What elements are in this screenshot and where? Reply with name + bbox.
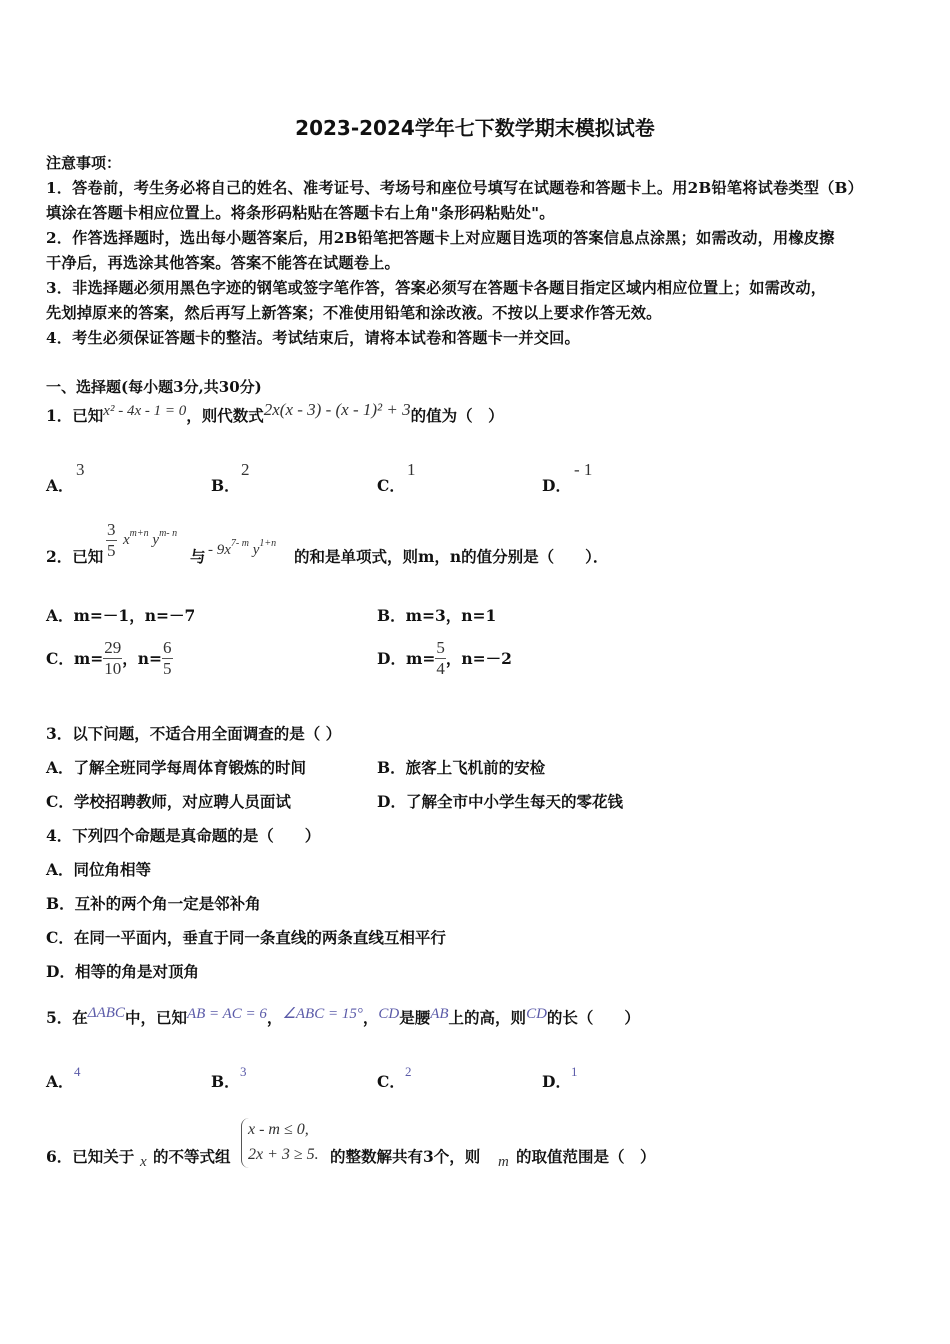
q1-expression: 2x(x - 3) - (x - 1)² + 3: [263, 400, 411, 419]
q6-inequality-1: x - m ≤ 0,: [248, 1121, 309, 1138]
q2-term2: - $9x^{7- m}$ $y^{1+n}$: [208, 538, 277, 558]
q2-option-d: D．m= $\frac{5}{4}$ ，n=－2: [377, 638, 512, 678]
q1-option-c-value: 1: [407, 460, 416, 479]
q4-option-a: A．同位角相等: [46, 860, 152, 879]
q5-option-c-label: C．: [377, 1072, 405, 1091]
question-1: [46, 400, 504, 426]
q5-equation-1: AB = AC = 6: [186, 1006, 267, 1022]
q6-inequality-system: [241, 1118, 319, 1168]
notice-line: 先划掉原来的答案，然后再写上新答案；不准使用铅笔和涂改液。不按以上要求作答无效。: [46, 304, 662, 322]
q2-fraction: [106, 520, 117, 560]
q5-option-b-label: B．: [211, 1072, 240, 1091]
page-title: 2023-2024学年七下数学期末模拟试卷: [295, 116, 655, 140]
q6-prefix: 6．已知关于: [46, 1147, 135, 1166]
q5-option-d-value: 1: [571, 1064, 578, 1079]
notice-line: 干净后，再选涂其他答案。答案不能答在试题卷上。: [46, 254, 400, 272]
q2-with: 与: [190, 547, 206, 566]
q1-suffix: 的值为（ ）: [410, 406, 504, 425]
q5-option-c-value: 2: [405, 1064, 412, 1079]
q5-triangle: ΔABC: [87, 1005, 125, 1021]
q1-option-a-label: A．: [46, 476, 74, 495]
q2-suffix: 的和是单项式，则m，n的值分别是（ ）．: [294, 547, 609, 566]
q6-suffix: 的取值范围是（ ）: [516, 1147, 656, 1166]
q4-option-d: D．相等的角是对顶角: [46, 962, 199, 981]
q6-var-x: x: [140, 1154, 147, 1170]
q1-option-a-value: 3: [76, 460, 85, 479]
q3-option-c: C．学校招聘教师，对应聘人员面试: [46, 792, 291, 811]
q6-var-m: m: [498, 1154, 509, 1170]
q5-equation-2: ∠ABC = 15°: [282, 1006, 363, 1022]
section-heading: 一、选择题(每小题3分,共30分): [46, 378, 262, 396]
q5-option-a-value: 4: [74, 1064, 81, 1079]
q4-option-c: C．在同一平面内，垂直于同一条直线的两条直线互相平行: [46, 928, 446, 947]
q2-option-b: B．m=3，n=1: [377, 606, 497, 625]
q5-option-d-label: D．: [542, 1072, 571, 1091]
notice-label: 注意事项：: [46, 154, 122, 172]
q3-option-d: D．了解全市中小学生每天的零花钱: [377, 792, 623, 811]
notice-line: 3．非选择题必须用黑色字迹的钢笔或签字笔作答，答案必须写在答题卡各题目指定区域内相应位置上；如需改动，: [46, 279, 827, 297]
q5-segment-ab: AB: [430, 1006, 449, 1022]
q1-option-d-value: - 1: [574, 460, 593, 479]
q1-option-b-label: B．: [211, 476, 240, 495]
q5-option-a-label: A．: [46, 1072, 74, 1091]
q6-middle: 的整数解共有3个，则: [330, 1147, 481, 1166]
q6-mid: 的不等式组: [153, 1147, 231, 1166]
q3-stem: 3．以下问题，不适合用全面调查的是（ ）: [46, 724, 342, 743]
notice-line: 1．答卷前，考生务必将自己的姓名、准考证号、考场号和座位号填写在试题卷和答题卡上。用2B铅笔将试卷类型（B）: [46, 179, 863, 197]
q5-segment-cd-2: CD: [526, 1006, 547, 1022]
question-5: 5．在ΔABC中，已知AB = AC = 6，∠ABC = 15°，CD是腰AB上的高，则CD的长（ ）: [46, 1005, 640, 1027]
q3-option-a: A．了解全班同学每周体育锻炼的时间: [46, 758, 307, 777]
q4-stem: 4．下列四个命题是真命题的是（ ）: [46, 826, 321, 845]
q2-frac-numerator: 3: [107, 520, 116, 539]
q4-option-b: B．互补的两个角一定是邻补角: [46, 894, 261, 913]
q3-option-b: B．旅客上飞机前的安检: [377, 758, 546, 777]
q2-prefix: 2．已知: [46, 547, 104, 566]
q1-prefix: 1．已知: [46, 406, 104, 425]
q2-option-c: C．m= $\frac{29}{10}$ ，n= $\frac{6}{5}$: [46, 638, 172, 678]
q1-option-b-value: 2: [241, 460, 250, 479]
q5-option-b-value: 3: [240, 1064, 247, 1079]
notice-line: 2．作答选择题时，选出每小题答案后，用2B铅笔把答题卡上对应题目选项的答案信息点涂黑；如需改动，用橡皮擦: [46, 229, 835, 247]
q6-inequality-2: 2x + 3 ≥ 5.: [248, 1145, 319, 1163]
q5-segment-cd: CD: [378, 1006, 400, 1022]
q1-option-d-label: D．: [542, 476, 571, 495]
q2-frac-denominator: 5: [107, 540, 116, 560]
q1-mid: ，则代数式: [186, 406, 264, 425]
q2-term1: $x^{m+n}$ $y^{m- n}$: [123, 528, 178, 548]
q1-equation: x² - 4x - 1 = 0: [103, 403, 187, 419]
q1-option-c-label: C．: [377, 476, 405, 495]
q2-option-a: A．m=－1，n=－7: [46, 606, 196, 625]
notice-line: 4．考生必须保证答题卡的整洁。考试结束后，请将本试卷和答题卡一并交回。: [46, 329, 580, 347]
notice-line: 填涂在答题卡相应位置上。将条形码粘贴在答题卡右上角"条形码粘贴处"。: [46, 204, 555, 222]
